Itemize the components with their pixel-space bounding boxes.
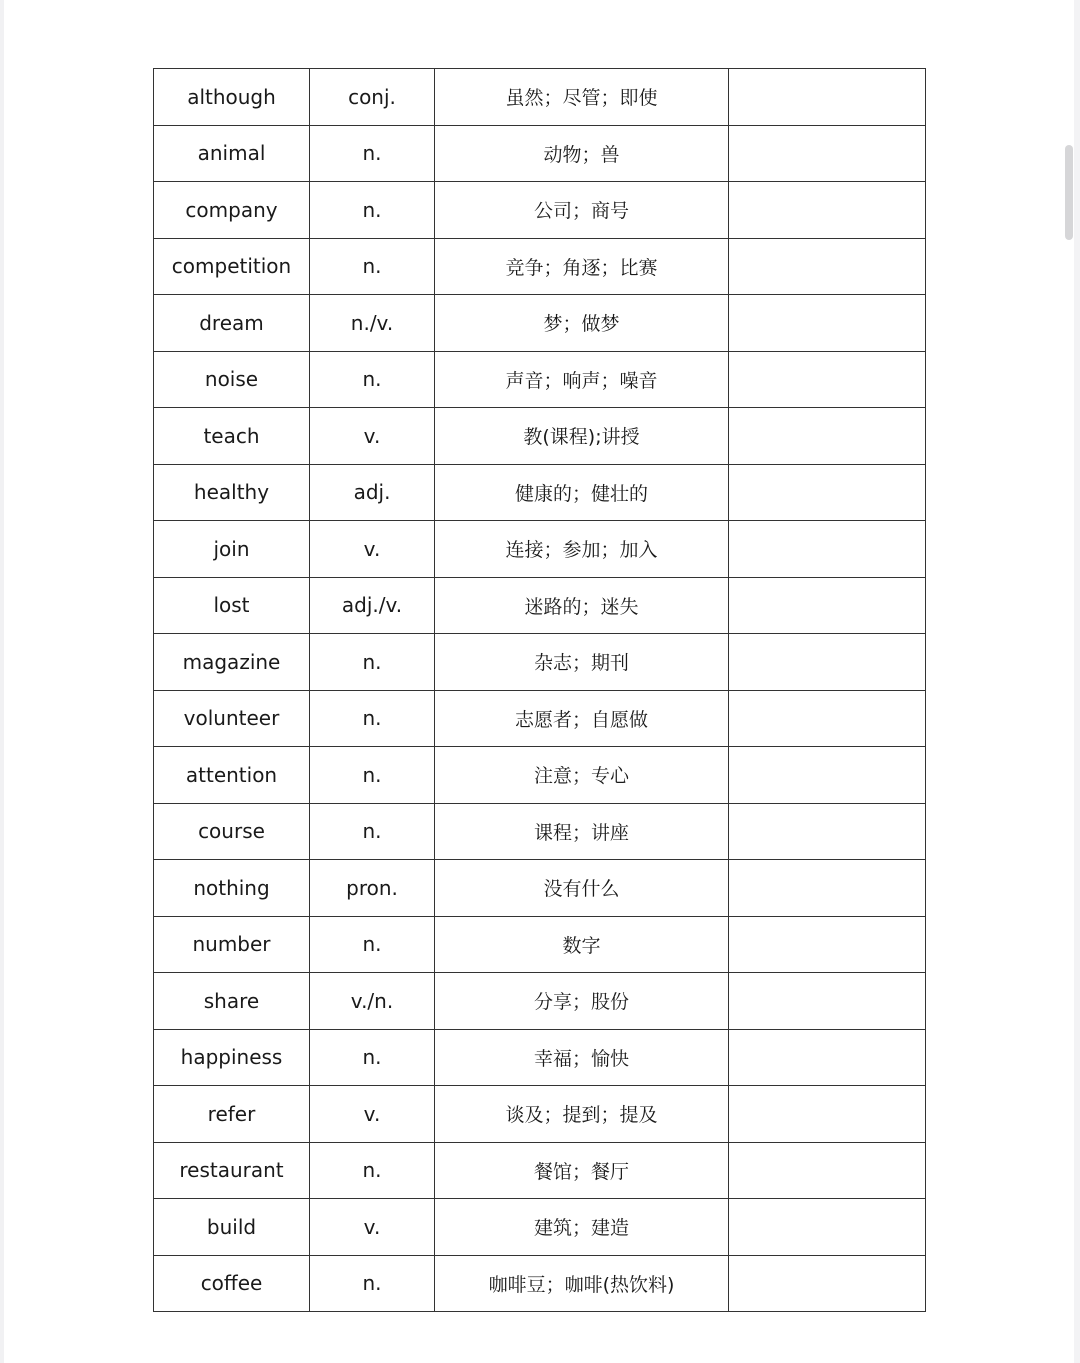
part-of-speech-cell: n.	[310, 1029, 435, 1086]
word-cell: healthy	[154, 464, 310, 521]
part-of-speech-cell: v./n.	[310, 973, 435, 1030]
part-of-speech-cell: n.	[310, 803, 435, 860]
page-edge-left	[0, 0, 4, 1363]
blank-cell	[729, 916, 926, 973]
table-row	[154, 690, 926, 747]
blank-cell	[729, 1029, 926, 1086]
table-row	[154, 1029, 926, 1086]
vertical-scrollbar-thumb[interactable]	[1065, 145, 1073, 240]
meaning-cell: 咖啡豆；咖啡(热饮料)	[435, 1255, 729, 1312]
meaning-cell: 杂志；期刊	[435, 634, 729, 691]
blank-cell	[729, 295, 926, 352]
word-cell: volunteer	[154, 690, 310, 747]
part-of-speech-cell: n.	[310, 634, 435, 691]
meaning-cell: 声音；响声；噪音	[435, 351, 729, 408]
word-cell: dream	[154, 295, 310, 352]
part-of-speech-cell: n.	[310, 1142, 435, 1199]
blank-cell	[729, 408, 926, 465]
word-cell: noise	[154, 351, 310, 408]
part-of-speech-cell: v.	[310, 1199, 435, 1256]
blank-cell	[729, 747, 926, 804]
part-of-speech-cell: n.	[310, 916, 435, 973]
word-cell: lost	[154, 577, 310, 634]
blank-cell	[729, 860, 926, 917]
part-of-speech-cell: n.	[310, 1255, 435, 1312]
part-of-speech-cell: v.	[310, 521, 435, 578]
table-row	[154, 125, 926, 182]
meaning-cell: 教(课程);讲授	[435, 408, 729, 465]
table-row	[154, 1199, 926, 1256]
part-of-speech-cell: n.	[310, 125, 435, 182]
part-of-speech-cell: n.	[310, 747, 435, 804]
word-cell: happiness	[154, 1029, 310, 1086]
table-row	[154, 577, 926, 634]
table-row	[154, 69, 926, 126]
table-row	[154, 295, 926, 352]
part-of-speech-cell: n.	[310, 238, 435, 295]
table-row	[154, 860, 926, 917]
meaning-cell: 数字	[435, 916, 729, 973]
table-row	[154, 351, 926, 408]
meaning-cell: 餐馆；餐厅	[435, 1142, 729, 1199]
table-row	[154, 238, 926, 295]
meaning-cell: 迷路的；迷失	[435, 577, 729, 634]
word-cell: although	[154, 69, 310, 126]
table-row	[154, 973, 926, 1030]
word-cell: number	[154, 916, 310, 973]
meaning-cell: 志愿者；自愿做	[435, 690, 729, 747]
word-cell: nothing	[154, 860, 310, 917]
blank-cell	[729, 182, 926, 239]
word-cell: join	[154, 521, 310, 578]
blank-cell	[729, 1255, 926, 1312]
vocabulary-table-body	[154, 69, 926, 1312]
table-row	[154, 521, 926, 578]
blank-cell	[729, 1142, 926, 1199]
word-cell: coffee	[154, 1255, 310, 1312]
blank-cell	[729, 690, 926, 747]
meaning-cell: 连接；参加；加入	[435, 521, 729, 578]
word-cell: build	[154, 1199, 310, 1256]
blank-cell	[729, 69, 926, 126]
meaning-cell: 课程；讲座	[435, 803, 729, 860]
word-cell: refer	[154, 1086, 310, 1143]
meaning-cell: 公司；商号	[435, 182, 729, 239]
page-edge-right	[1074, 0, 1080, 1363]
part-of-speech-cell: adj./v.	[310, 577, 435, 634]
table-row	[154, 1142, 926, 1199]
meaning-cell: 谈及；提到；提及	[435, 1086, 729, 1143]
table-row	[154, 803, 926, 860]
part-of-speech-cell: n.	[310, 351, 435, 408]
word-cell: restaurant	[154, 1142, 310, 1199]
table-row	[154, 916, 926, 973]
meaning-cell: 健康的；健壮的	[435, 464, 729, 521]
blank-cell	[729, 803, 926, 860]
word-cell: competition	[154, 238, 310, 295]
word-cell: attention	[154, 747, 310, 804]
part-of-speech-cell: conj.	[310, 69, 435, 126]
meaning-cell: 梦；做梦	[435, 295, 729, 352]
blank-cell	[729, 351, 926, 408]
word-cell: share	[154, 973, 310, 1030]
table-row	[154, 1086, 926, 1143]
blank-cell	[729, 1086, 926, 1143]
word-cell: teach	[154, 408, 310, 465]
table-row	[154, 634, 926, 691]
blank-cell	[729, 125, 926, 182]
vocabulary-table	[153, 68, 926, 1312]
meaning-cell: 竞争；角逐；比赛	[435, 238, 729, 295]
blank-cell	[729, 634, 926, 691]
part-of-speech-cell: v.	[310, 408, 435, 465]
part-of-speech-cell: pron.	[310, 860, 435, 917]
word-cell: course	[154, 803, 310, 860]
meaning-cell: 幸福；愉快	[435, 1029, 729, 1086]
meaning-cell: 没有什么	[435, 860, 729, 917]
meaning-cell: 虽然；尽管；即使	[435, 69, 729, 126]
blank-cell	[729, 464, 926, 521]
meaning-cell: 注意；专心	[435, 747, 729, 804]
word-cell: company	[154, 182, 310, 239]
part-of-speech-cell: n./v.	[310, 295, 435, 352]
blank-cell	[729, 973, 926, 1030]
blank-cell	[729, 1199, 926, 1256]
part-of-speech-cell: adj.	[310, 464, 435, 521]
part-of-speech-cell: n.	[310, 690, 435, 747]
meaning-cell: 建筑；建造	[435, 1199, 729, 1256]
table-row	[154, 408, 926, 465]
word-cell: animal	[154, 125, 310, 182]
part-of-speech-cell: n.	[310, 182, 435, 239]
table-row	[154, 182, 926, 239]
part-of-speech-cell: v.	[310, 1086, 435, 1143]
table-row	[154, 464, 926, 521]
blank-cell	[729, 521, 926, 578]
word-cell: magazine	[154, 634, 310, 691]
blank-cell	[729, 238, 926, 295]
meaning-cell: 动物；兽	[435, 125, 729, 182]
table-row	[154, 1255, 926, 1312]
table-row	[154, 747, 926, 804]
meaning-cell: 分享；股份	[435, 973, 729, 1030]
blank-cell	[729, 577, 926, 634]
